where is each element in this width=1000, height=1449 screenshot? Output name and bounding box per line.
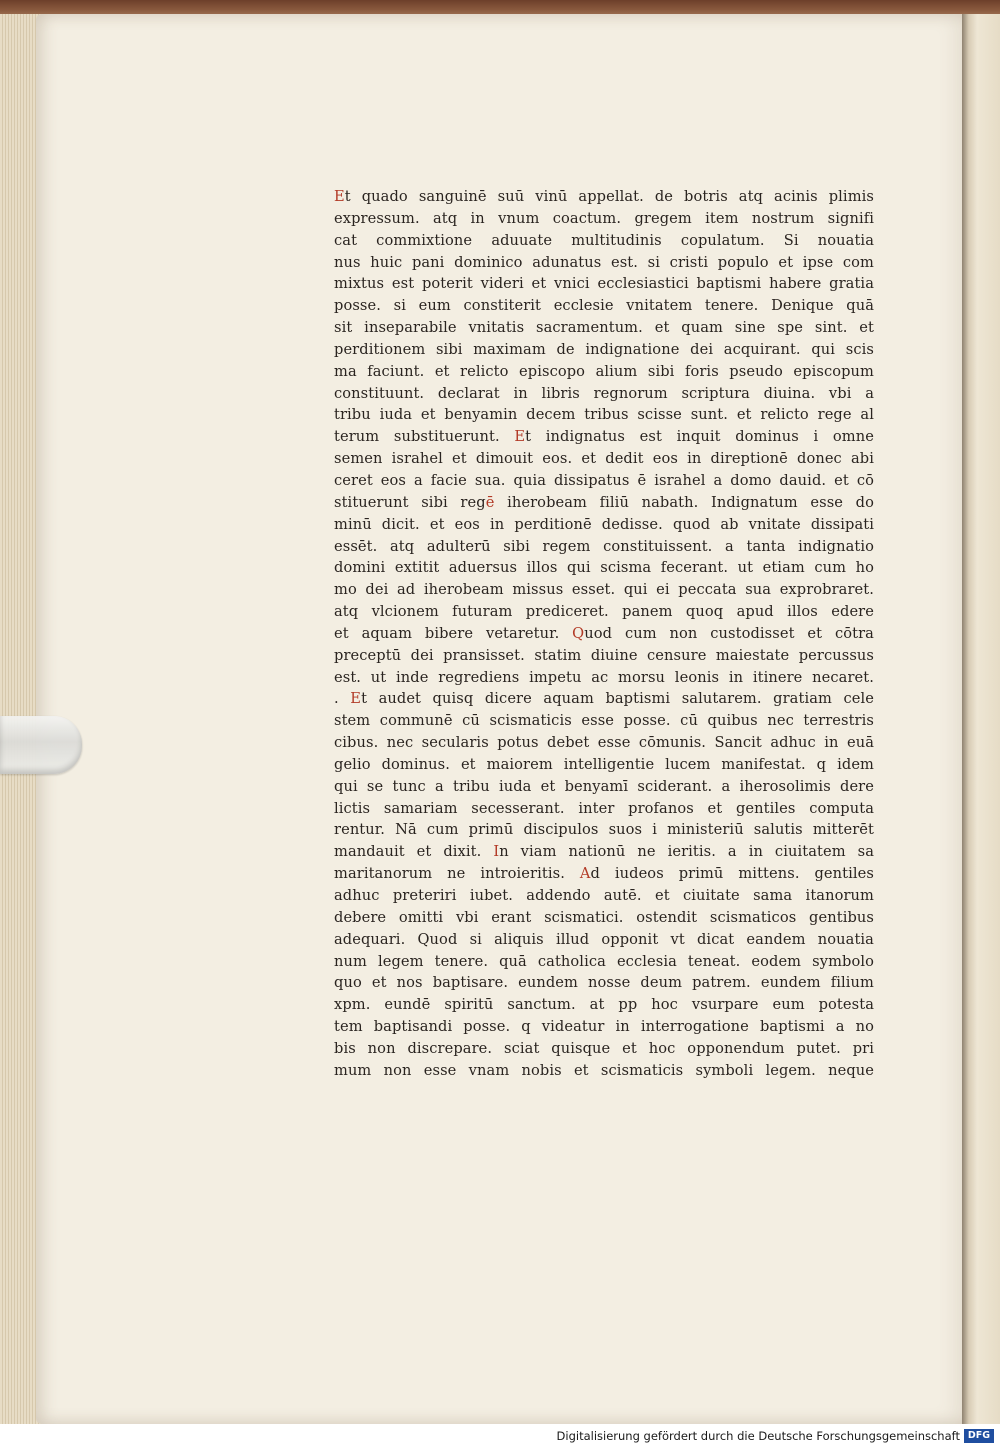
text-line-4: nus huic pani dominico adunatus est. si cristi populo et ipse com [334,253,874,271]
text-line-35: adequari. Quod si aliquis illud opponit vt dicat eandem nouatia [334,930,874,948]
text-line-34: debere omitti vbi erant scismatici. ostendit scismaticos gentibus [334,908,874,926]
text-line-7: sit inseparabile vnitatis sacramentum. et quam sine spe sint. et [334,319,874,337]
text-line-33: adhuc preteriri iubet. addendo autē. et ciuitate sama itanorum [334,887,874,904]
text-line-31: mandauit et dixit. In viam nationū ne ieritis. a in ciuitatem sa [334,843,874,861]
text-line-26: cibus. nec secularis potus debet esse cōmunis. Sancit adhuc in euā [334,734,874,752]
text-line-23: est. ut inde regrediens impetu ac morsu leonis in itinere necaret. [334,668,874,686]
rubric-initial: A [579,865,591,883]
text-line-25: stem communē cū scismaticis esse posse. cū quibus nec terrestris [334,712,874,730]
text-line-22: preceptū dei pransisset. statim diuine censure maiestate percussus [334,646,874,664]
footer-bar [0,1424,1000,1449]
rubric-initial: E [334,188,345,205]
text-line-30: rentur. Nā cum primū discipulos suos i ministeriū salutis mitterēt [334,821,874,839]
page-clip [0,716,82,774]
text-line-19: mo dei ad iherobeam missus esset. qui ei peccata sua exprobraret. [334,581,874,599]
right-page-edge [962,14,1000,1424]
rubric-initial: E [350,690,362,708]
rubric-initial: E [514,428,526,446]
text-line-12: terum substituerunt. Et indignatus est inquit dominus i omne [334,428,874,446]
rubric-initial: Q [572,624,585,642]
text-line-24: . Et audet quisq dicere aquam baptismi salutarem. gratiam cele [334,690,874,708]
text-line-11: tribu iuda et benyamin decem tribus scisse sunt. et relicto rege al [334,406,874,424]
text-line-1: Et quado sanguinē suū vinū appellat. de botris atq acinis plimis [334,188,874,205]
text-line-20: atq vlcionem futuram prediceret. panem quoq apud illos edere [334,603,874,621]
text-line-18: domini extitit aduersus illos qui scisma fecerant. ut etiam cum ho [334,559,874,577]
text-line-17: essēt. atq adulterū sibi regem constituissent. a tanta indignatio [334,537,874,555]
text-line-21: et aquam bibere vetaretur. Quod cum non custodisset et cōtra [334,624,874,642]
text-line-16: minū dicit. et eos in perditionē dedisse. quod ab vnitate dissipati [334,515,874,533]
text-line-15: stituerunt sibi regē iherobeam filiū nabath. Indignatum esse do [334,493,874,511]
text-line-29: lictis samariam secesserant. inter profanos et gentiles computa [334,799,874,817]
dfg-logo: DFG [964,1429,994,1443]
text-line-28: qui se tunc a tribu iuda et benyamī sciderant. a iherosolimis dere [334,777,874,795]
text-line-39: tem baptisandi posse. q videatur in interrogatione baptismi a no [334,1018,874,1036]
text-line-8: perditionem sibi maximam de indignatione dei acquirant. qui scis [334,340,874,358]
text-block [334,186,874,1086]
text-line-27: gelio dominus. et maiorem intelligentie lucem manifestat. q idem [334,755,874,773]
text-line-14: ceret eos a facie sua. quia dissipatus ē israhel a domo dauid. et cō [334,471,874,489]
text-line-3: cat commixtione aduuate multitudinis copulatum. Si nouatia [334,231,874,249]
text-line-13: semen israhel et dimouit eos. et dedit eos in direptionē donec abi [334,450,874,468]
text-line-10: constituunt. declarat in libris regnorum scriptura diuina. vbi a [334,384,874,402]
text-line-6: posse. si eum constiterit ecclesie vnitatem tenere. Denique quā [334,297,874,315]
text-line-37: quo et nos baptisare. eundem nosse deum patrem. eundem filium [334,974,874,992]
footer-credit: Digitalisierung gefördert durch die Deutsche Forschungsgemeinschaft [556,1429,960,1443]
text-line-40: bis non discrepare. sciat quisque et hoc opponendum putet. pri [334,1039,874,1057]
text-line-2: expressum. atq in vnum coactum. gregem item nostrum signifi [334,209,874,227]
text-line-32: maritanorum ne introieritis. Ad iudeos primū mittens. gentiles [334,865,874,883]
text-line-41: mum non esse vnam nobis et scismaticis symboli legem. neque [334,1061,874,1079]
rubric-initial: I [493,843,500,861]
text-line-5: mixtus est poterit videri et vnici ecclesiastici baptismi habere gratia [334,275,874,293]
rubric-initial: ē [485,493,495,511]
text-line-36: num legem tenere. quā catholica ecclesia teneat. eodem symbolo [334,952,874,970]
text-line-9: ma faciunt. et relicto episcopo alium sibi foris pseudo episcopum [334,362,874,380]
text-line-38: xpm. eundē spiritū sanctum. at pp hoc vsurpare eum potesta [334,996,874,1014]
